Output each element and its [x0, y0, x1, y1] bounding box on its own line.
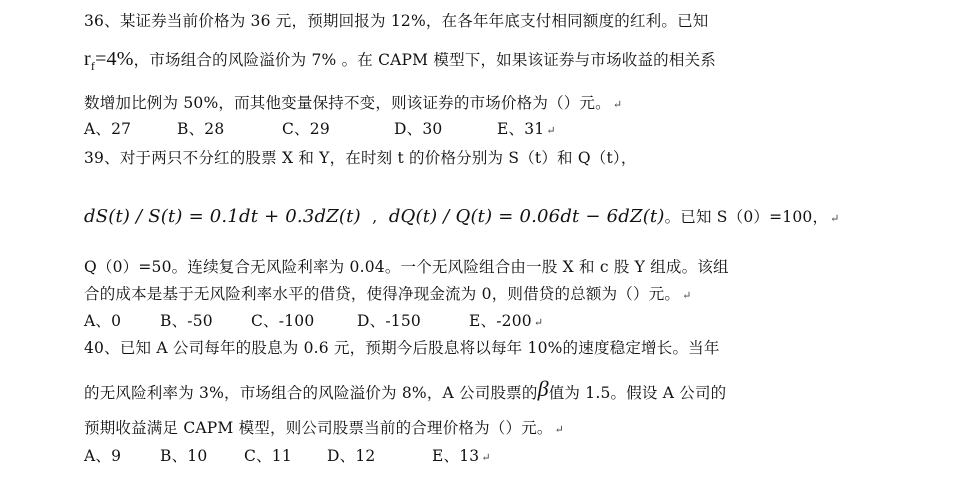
q40-option-c: C、11 — [244, 447, 292, 465]
equation-separator: , — [372, 208, 378, 226]
q39-line3 — [84, 255, 729, 277]
q39-option-c: C、-100 — [251, 312, 315, 330]
q39-line1 — [84, 146, 637, 168]
page-gutter — [940, 0, 969, 493]
paragraph-mark-icon: ↵ — [682, 289, 692, 302]
q40-option-e: E、13 — [432, 447, 480, 465]
q40-line1 — [84, 336, 720, 358]
q40-option-d: D、12 — [327, 447, 376, 465]
q40-line1-text: 40、已知 A 公司每年的股息为 0.6 元，预期今后股息将以每年 10%的速度稳定增长。当年 — [84, 339, 720, 357]
q36-line1-text: 36、某证券当前价格为 36 元，预期回报为 12%，在各年年底支付相同额度的红利。已知 — [84, 12, 709, 30]
q36-line2 — [84, 48, 716, 74]
q36-option-d: D、30 — [394, 120, 443, 138]
q40-line2-text-a: 的无风险利率为 3%，市场组合的风险溢价为 8%，A 公司股票的 — [84, 384, 538, 402]
q36-options — [84, 117, 556, 139]
q36-line2-text: ，市场组合的风险溢价为 7% 。在 CAPM 模型下，如果该证券与市场收益的相关系 — [133, 51, 716, 69]
q39-line3-text: Q（0）=50。连续复合无风险利率为 0.04。一个无风险组合由一股 X 和 c 股 Y 组成。该组 — [84, 258, 729, 276]
paragraph-mark-icon: ↵ — [830, 212, 840, 225]
equation-stock-y: dQ(t) / Q(t) = 0.06dt − 6dZ(t) — [388, 206, 665, 227]
q36-option-b: B、28 — [177, 120, 225, 138]
q39-line4-text: 合的成本是基于无风险利率水平的借贷，使得净现金流为 0，则借贷的总额为（）元。 — [84, 285, 681, 303]
q36-option-a: A、27 — [84, 120, 132, 138]
paragraph-mark-icon: ↵ — [481, 451, 491, 464]
q39-line1-text: 39、对于两只不分红的股票 X 和 Y，在时刻 t 的价格分别为 S（t）和 Q（t）， — [84, 149, 637, 167]
paragraph-mark-icon: ↵ — [546, 124, 556, 137]
q40-option-a: A、9 — [84, 447, 122, 465]
q39-option-e: E、-200 — [469, 312, 532, 330]
q40-line2-text-b: 值为 1.5。假设 A 公司的 — [548, 384, 727, 402]
q39-eq-tail-text: 。已知 S（0）=100， — [664, 208, 829, 226]
q40-line3 — [84, 416, 564, 438]
q40-options — [84, 444, 491, 466]
q39-line4 — [84, 282, 692, 304]
q39-equations — [84, 205, 840, 227]
q36-option-c: C、29 — [282, 120, 330, 138]
paragraph-mark-icon: ↵ — [533, 316, 544, 329]
rf-subscript: f — [90, 59, 96, 73]
rf-symbol: r — [84, 48, 91, 70]
q36-line1 — [84, 9, 708, 31]
rf-value: =4% — [95, 48, 134, 70]
q39-option-a: A、0 — [84, 312, 122, 330]
q39-options — [84, 309, 543, 331]
equation-stock-x: dS(t) / S(t) = 0.1dt + 0.3dZ(t) — [84, 206, 361, 227]
paragraph-mark-icon: ↵ — [554, 423, 565, 436]
paragraph-mark-icon: ↵ — [612, 98, 623, 111]
q36-option-e: E、31 — [497, 120, 545, 138]
q40-line3-text: 预期收益满足 CAPM 模型，则公司股票当前的合理价格为（）元。 — [84, 419, 553, 437]
q40-option-b: B、10 — [160, 447, 208, 465]
q39-option-d: D、-150 — [357, 312, 421, 330]
q36-line3 — [84, 91, 622, 113]
rf-formula — [84, 48, 134, 73]
beta-symbol: β — [537, 376, 549, 401]
q40-line2 — [84, 376, 726, 403]
q39-option-b: B、-50 — [160, 312, 213, 330]
q36-line3-text: 数增加比例为 50%，而其他变量保持不变，则该证券的市场价格为（）元。 — [84, 94, 611, 112]
